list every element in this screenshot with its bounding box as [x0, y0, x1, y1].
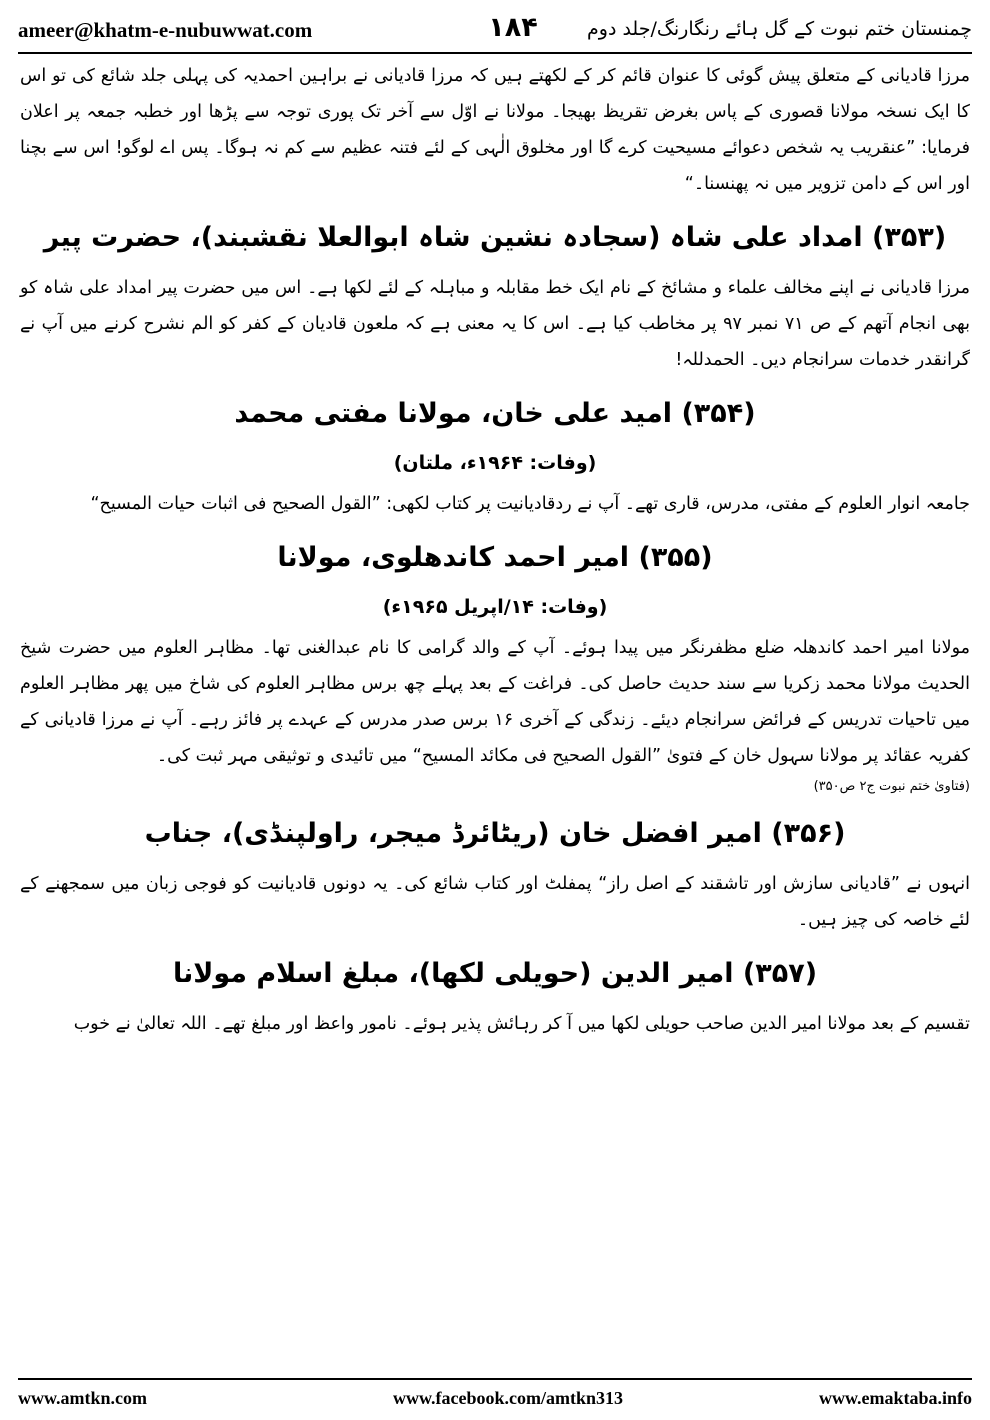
- entry-353-heading: (۳۵۳) امداد علی شاہ (سجادہ نشین شاہ ابوالعلا نقشبند)، حضرت پیر: [43, 222, 947, 253]
- entry-354-dates: (وفات: ۱۹۶۴ء، ملتان): [393, 452, 597, 474]
- footer-link-amtkn[interactable]: www.amtkn.com: [18, 1388, 147, 1408]
- entry-354-paragraph: جامعہ انوار العلوم کے مفتی، مدرس، قاری تھے۔ آپ نے ردقادیانیت پر کتاب لکھی: ”القول الصحیح فی اثبات حیات المسیح“: [90, 494, 970, 514]
- header-email[interactable]: ameer@khatm-e-nubuwwat.com: [18, 18, 313, 42]
- footer-rule: [18, 1378, 972, 1380]
- entry-354-heading: (۳۵۴) امید علی خان، مولانا مفتی محمد: [234, 398, 756, 429]
- header-rule: [18, 52, 972, 54]
- entry-353-paragraph: مرزا قادیانی نے اپنے مخالف علماء و مشائخ کے نام ایک خط مقابلہ و مباہلہ کے لئے لکھا ہے۔ اس میں حضرت پیر امداد علی شاہ کو بھی انجام آتھم کے ص ۷۱ نمبر ۹۷ پر مخاطب کیا ہے۔ اس کا یہ معنی ہے کہ ملعون قادیان کے کفر کو الم نشرح کرنے میں آپ نے گرانقدر خدمات سرانجام دیں۔ الحمدللہ!: [20, 278, 970, 370]
- intro-paragraph: مرزا قادیانی کے متعلق پیش گوئی کا عنوان قائم کر کے لکھتے ہیں کہ مرزا قادیانی نے براہین احمدیہ کی پہلی جلد شائع کی تو اس کا ایک نسخہ مولانا قصوری کے پاس بغرض تقریظ بھیجا۔ مولانا نے اوّل سے آخر تک پوری توجہ سے پڑھا اور خطبہ جمعہ پر اعلان فرمایا: ”عنقریب یہ شخص دعوائے مسیحیت کرے گا اور مخلوق الٰہی کے لئے فتنہ عظیم سے کم نہ ہوگا۔ پس اے لوگو! اس سے بچنا اور اس کے دامن تزویر میں نہ پھنسنا۔“: [20, 66, 970, 194]
- book-title: چمنستان ختم نبوت کے گل ہائے رنگارنگ/جلد دوم: [587, 18, 972, 40]
- entry-355-reference: (فتاویٰ ختم نبوت ج۲ ص۳۵۰): [813, 779, 970, 794]
- footer-link-emaktaba[interactable]: www.emaktaba.info: [818, 1388, 972, 1408]
- entry-356-heading: (۳۵۶) امیر افضل خان (ریٹائرڈ میجر، راولپنڈی)، جناب: [144, 818, 846, 849]
- entry-355-paragraph: مولانا امیر احمد کاندھلہ ضلع مظفرنگر میں پیدا ہوئے۔ آپ کے والد گرامی کا نام عبدالغنی تھا۔ مظاہر العلوم میں حضرت شیخ الحدیث مولانا محمد زکریا سے سند حدیث حاصل کی۔ فراغت کے بعد پہلے چھ برس مظاہر العلوم کی شاخ میں پھر مظاہر العلوم میں تاحیات تدریس کے فرائض سرانجام دیئے۔ زندگی کے آخری ۱۶ برس صدر مدرس کے عہدے پر فائز رہے۔ آپ نے مرزا قادیانی کے کفریہ عقائد پر مولانا سہول خان کے فتویٰ ”القول الصحیح فی مکائد المسیح“ میں تائیدی و توثیقی مہر ثبت کی۔: [20, 638, 970, 766]
- page-footer: [18, 1384, 972, 1412]
- entry-355-heading: (۳۵۵) امیر احمد کاندھلوی، مولانا: [277, 542, 713, 573]
- entry-356-paragraph: انہوں نے ”قادیانی سازش اور تاشقند کے اصل راز“ پمفلٹ اور کتاب شائع کی۔ یہ دونوں قادیانیت کو فوجی زبان میں سمجھنے کے لئے خاصہ کی چیز ہیں۔: [20, 874, 970, 930]
- page-number: ۱۸۴: [488, 12, 538, 43]
- entry-355-dates: (وفات: ۱۴/اپریل ۱۹۶۵ء): [382, 596, 608, 618]
- entry-357-paragraph: تقسیم کے بعد مولانا امیر الدین صاحب حویلی لکھا میں آ کر رہائش پذیر ہوئے۔ نامور واعظ اور مبلغ تھے۔ اللہ تعالیٰ نے خوب: [73, 1014, 970, 1034]
- entry-357-heading: (۳۵۷) امیر الدین (حویلی لکھا)، مبلغ اسلام مولانا: [172, 958, 818, 989]
- footer-link-facebook[interactable]: www.facebook.com/amtkn313: [393, 1388, 623, 1408]
- page-content: [20, 58, 970, 1042]
- page-header: [18, 10, 972, 50]
